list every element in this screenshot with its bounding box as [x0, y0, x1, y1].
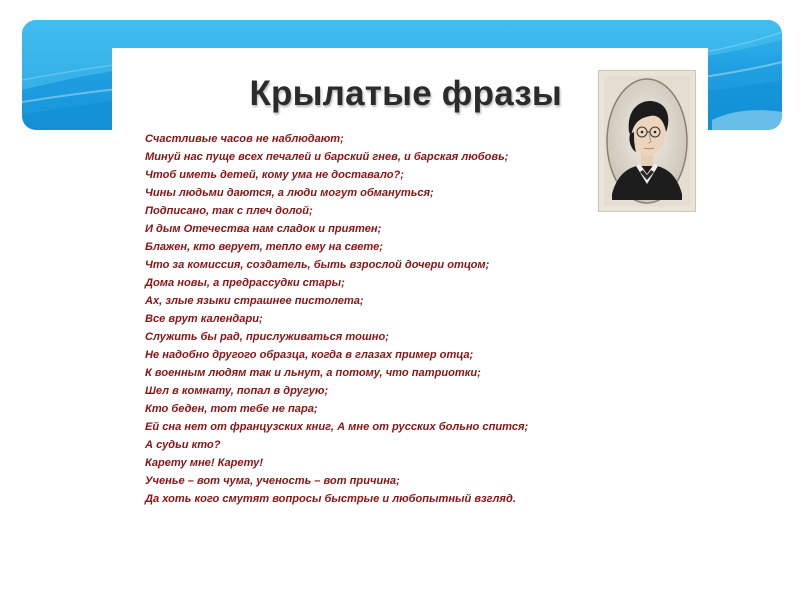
slide-title: Крылатые фразы	[249, 74, 562, 113]
phrase-item: Ученье – вот чума, ученость – вот причина;	[145, 475, 400, 487]
phrase-item: Подписано, так с плеч долой;	[145, 205, 313, 217]
phrase-item: Что за комиссия, создатель, быть взрослой дочери отцом;	[145, 259, 490, 271]
phrase-item: Чтоб иметь детей, кому ума не доставало?;	[145, 169, 404, 181]
phrase-item: Ах, злые языки страшнее пистолета;	[145, 295, 364, 307]
phrase-item: Все врут календари;	[145, 313, 263, 325]
phrase-item: Чины людьми даются, а люди могут обмануться;	[145, 187, 434, 199]
phrase-item: Да хоть кого смутят вопросы быстрые и любопытный взгляд.	[145, 493, 516, 505]
phrase-item: Ей сна нет от французских книг, А мне от русских больно спится;	[145, 421, 529, 433]
phrase-item: А судьи кто?	[145, 439, 221, 451]
phrase-item: Кто беден, тот тебе не пара;	[145, 403, 318, 415]
phrase-item: Карету мне! Карету!	[145, 457, 264, 469]
phrase-item: К военным людям так и льнут, а потому, что патриотки;	[145, 367, 481, 379]
portrait-image	[598, 70, 696, 212]
phrase-item: Блажен, кто верует, тепло ему на свете;	[145, 241, 383, 253]
phrase-item: И дым Отечества нам сладок и приятен;	[145, 223, 382, 235]
phrase-item: Служить бы рад, прислуживаться тошно;	[145, 331, 389, 343]
phrase-item: Шел в комнату, попал в другую;	[145, 385, 329, 397]
phrase-item: Не надобно другого образца, когда в глазах пример отца;	[145, 349, 474, 361]
phrase-item: Дома новы, а предрассудки стары;	[145, 277, 345, 289]
phrase-item: Счастливые часов не наблюдают;	[145, 133, 344, 145]
phrase-item: Минуй нас пуще всех печалей и барский гнев, и барская любовь;	[145, 151, 509, 163]
portrait-icon	[604, 76, 690, 206]
phrase-list	[145, 130, 528, 508]
slide	[112, 48, 708, 518]
